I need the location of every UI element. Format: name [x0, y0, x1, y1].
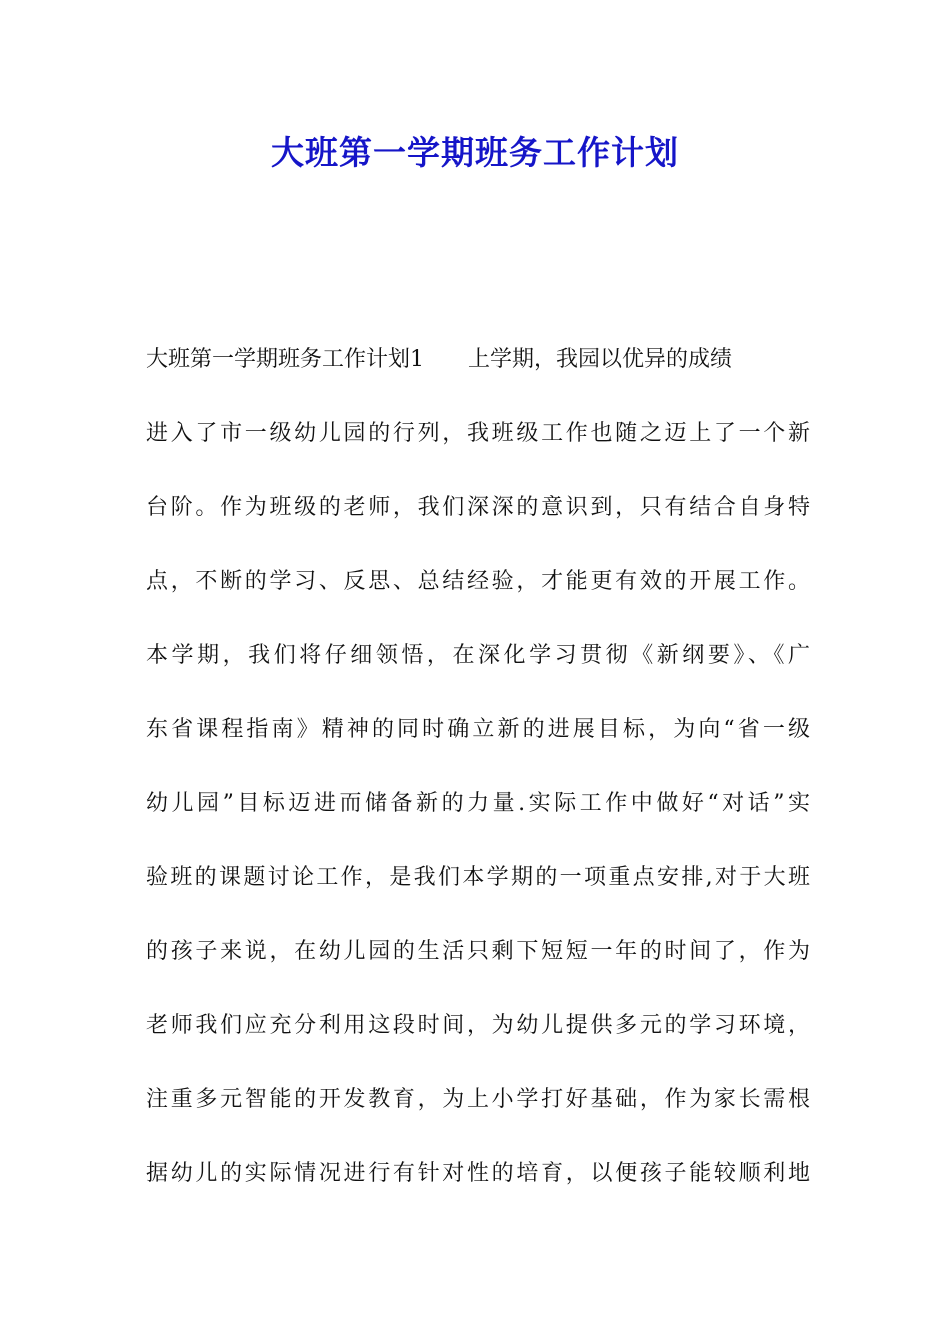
body-line: 台阶。作为班级的老师，我们深深的意识到，只有结合自身特	[146, 495, 810, 520]
body-line: 幼儿园”目标迈进而储备新的力量.实际工作中做好“对话”实	[146, 791, 810, 816]
body-line: 注重多元智能的开发教育，为上小学打好基础，作为家长需根	[146, 1087, 810, 1112]
body-line: 进入了市一级幼儿园的行列，我班级工作也随之迈上了一个新	[146, 421, 810, 446]
body-line: 验班的课题讨论工作，是我们本学期的一项重点安排,对于大班	[146, 865, 810, 890]
body-line: 老师我们应充分利用这段时间，为幼儿提供多元的学习环境，	[146, 1013, 810, 1038]
body-line: 的孩子来说，在幼儿园的生活只剩下短短一年的时间了，作为	[146, 939, 810, 964]
body-line: 据幼儿的实际情况进行有针对性的培育，以便孩子能较顺利地	[146, 1161, 810, 1186]
body-line: 点，不断的学习、反思、总结经验，才能更有效的开展工作。	[146, 569, 810, 594]
document-body	[146, 335, 810, 1223]
document-title: 大班第一学期班务工作计划	[271, 133, 679, 172]
body-line: 东省课程指南》精神的同时确立新的进展目标，为向“省一级	[146, 717, 810, 742]
body-line: 大班第一学期班务工作计划1 上学期，我园以优异的成绩	[146, 347, 732, 372]
body-line: 本学期，我们将仔细领悟，在深化学习贯彻《新纲要》、《广	[146, 643, 810, 668]
